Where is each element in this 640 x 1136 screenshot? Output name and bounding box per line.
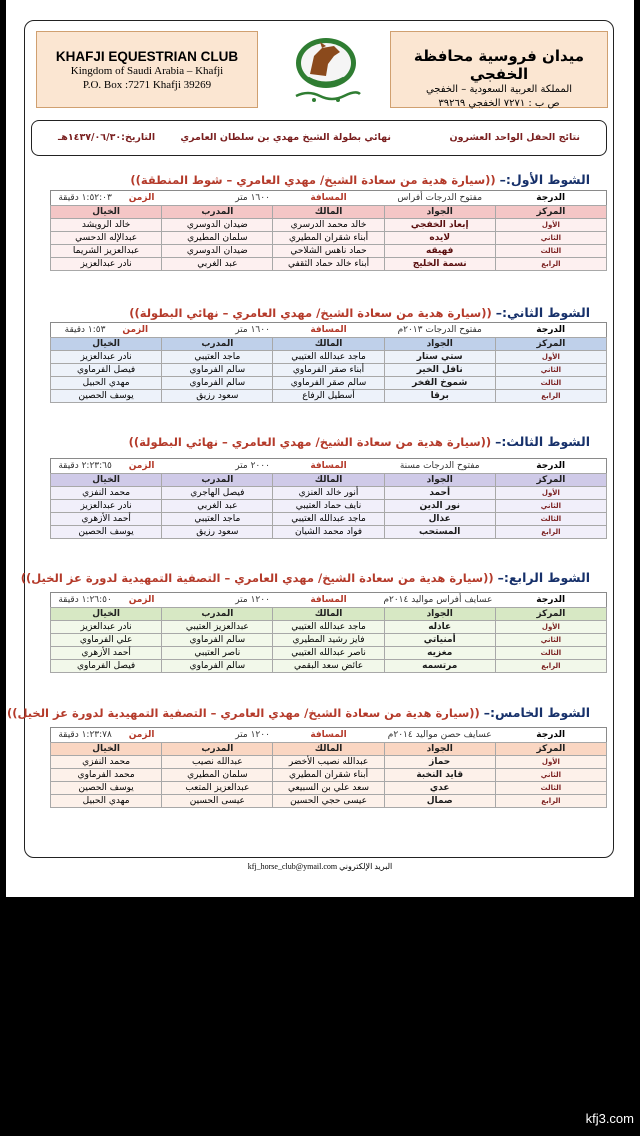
- cell-pos: الثالث: [495, 782, 606, 795]
- table-header-row: [51, 338, 607, 351]
- time-cell: [51, 323, 162, 338]
- cell-horse: صمال: [384, 795, 495, 808]
- cell-horse: نور الدين: [384, 500, 495, 513]
- cell-jockey: علي الفرماوي: [51, 634, 162, 647]
- table-row: [51, 621, 607, 634]
- event-title: نتائج الحفل الواحد العشرون: [449, 132, 580, 143]
- cell-horse: عدي: [384, 782, 495, 795]
- cell-owner: نايف حماد العتيبي: [273, 500, 384, 513]
- column-header-pos: المركز: [495, 338, 606, 351]
- time-label: الزمن: [128, 595, 155, 605]
- cell-jockey: يوسف الحصين: [51, 390, 162, 403]
- cell-owner: فايز رشيد المطيري: [273, 634, 384, 647]
- cell-pos: الأول: [495, 487, 606, 500]
- table-row: [51, 782, 607, 795]
- cell-trainer: ماجد العتيبي: [162, 513, 273, 526]
- cell-owner: عائض سعد البقمي: [273, 660, 384, 673]
- table-row: [51, 756, 607, 769]
- header-english: [36, 31, 258, 108]
- cell-owner: ناصر عبدالله العتيبي: [273, 647, 384, 660]
- cell-horse: المستحب: [384, 526, 495, 539]
- table-row: [51, 634, 607, 647]
- cell-jockey: أحمد الأزهري: [51, 647, 162, 660]
- cell-pos: الأول: [495, 621, 606, 634]
- column-header-trainer: المدرب: [162, 474, 273, 487]
- cell-pos: الثاني: [495, 364, 606, 377]
- cell-owner: أبناء شقران المطيري: [273, 232, 384, 245]
- cell-owner: ماجد عبدالله العتيبي: [273, 621, 384, 634]
- table-row: [51, 647, 607, 660]
- cell-pos: الثالث: [495, 647, 606, 660]
- time-label: الزمن: [122, 325, 149, 335]
- column-header-horse: الجواد: [384, 338, 495, 351]
- cell-jockey: يوسف الحصين: [51, 526, 162, 539]
- table-row: [51, 219, 607, 232]
- cell-jockey: فيصل الفرماوي: [51, 364, 162, 377]
- site-watermark: kfj3.com: [585, 1111, 634, 1126]
- column-header-horse: الجواد: [384, 743, 495, 756]
- column-header-horse: الجواد: [384, 206, 495, 219]
- table-row: [51, 390, 607, 403]
- column-header-pos: المركز: [495, 206, 606, 219]
- cell-horse: مغزيه: [384, 647, 495, 660]
- race-meta-row: [51, 323, 607, 338]
- cell-owner: أبناء خالد حماد الثقفي: [273, 258, 384, 271]
- cell-trainer: عبد الغربي: [162, 500, 273, 513]
- cell-jockey: مهدي الحبيل: [51, 377, 162, 390]
- cell-trainer: عيسى الحسين: [162, 795, 273, 808]
- race-title: ((سيارة هدية من سعادة الشيخ/ مهدي العامري – التصفية التمهيدية لدورة عز الخيل)): [20, 571, 494, 585]
- race-2-results-table: [50, 322, 607, 403]
- event-date: التاريخ:١٤٣٧/٠٦/٣٠هـ: [58, 132, 156, 143]
- cell-jockey: خالد الرويشد: [51, 219, 162, 232]
- table-row: [51, 660, 607, 673]
- cell-owner: فواد محمد الشيان: [273, 526, 384, 539]
- race-3-heading: [129, 434, 590, 449]
- cell-owner: أبناء صقر الفرماوي: [273, 364, 384, 377]
- club-name-en: KHAFJI EQUESTRIAN CLUB: [55, 49, 239, 64]
- race-number: الشوط الخامس:–: [483, 705, 590, 720]
- grade-label: الدرجة: [495, 459, 606, 474]
- cell-pos: الأول: [495, 756, 606, 769]
- distance-value: ١٢٠٠ متر: [162, 593, 273, 608]
- table-row: [51, 232, 607, 245]
- grade-value: مفتوح الدرجات أفراس: [384, 191, 495, 206]
- time-cell: [51, 593, 162, 608]
- results-sheet: [6, 0, 634, 897]
- table-header-row: [51, 206, 607, 219]
- column-header-jockey: الخيال: [51, 474, 162, 487]
- column-header-trainer: المدرب: [162, 608, 273, 621]
- cell-jockey: أحمد الأزهري: [51, 513, 162, 526]
- cell-horse: ستي ستار: [384, 351, 495, 364]
- cell-jockey: مهدي الحبيل: [51, 795, 162, 808]
- championship-title: نهائي بطولة الشيخ مهدي بن سلطان العامري: [180, 132, 391, 143]
- address-line-en-2: P.O. Box :7271 Khafji 39269: [82, 79, 212, 91]
- table-row: [51, 500, 607, 513]
- cell-pos: الرابع: [495, 795, 606, 808]
- distance-value: ٢٠٠٠ متر: [162, 459, 273, 474]
- cell-jockey: محمد النفزي: [51, 756, 162, 769]
- race-5-heading: [7, 705, 590, 720]
- cell-pos: الرابع: [495, 390, 606, 403]
- cell-trainer: ماجد العتيبي: [162, 351, 273, 364]
- cell-jockey: عبدالإله الدحسي: [51, 232, 162, 245]
- cell-jockey: فيصل الفرماوي: [51, 660, 162, 673]
- distance-label: المسافة: [273, 191, 384, 206]
- distance-label: المسافة: [273, 323, 384, 338]
- cell-jockey: محمد النفزي: [51, 487, 162, 500]
- column-header-jockey: الخيال: [51, 206, 162, 219]
- race-3-results-table: [50, 458, 607, 539]
- time-value: ١:٢٣:٧٨ دقيقة: [58, 730, 112, 740]
- cell-horse: إبعاد الخفجي: [384, 219, 495, 232]
- results-title-bar: [31, 120, 607, 156]
- race-meta-row: [51, 459, 607, 474]
- table-row: [51, 487, 607, 500]
- cell-pos: الأول: [495, 351, 606, 364]
- table-row: [51, 258, 607, 271]
- time-value: ١:٥٣ دقيقة: [64, 325, 106, 335]
- table-header-row: [51, 608, 607, 621]
- time-cell: [51, 191, 162, 206]
- cell-owner: أسطيل الرفاع: [273, 390, 384, 403]
- cell-pos: الثالث: [495, 245, 606, 258]
- cell-jockey: يوسف الحصين: [51, 782, 162, 795]
- race-meta-row: [51, 728, 607, 743]
- cell-jockey: نادر عبدالعزيز: [51, 621, 162, 634]
- table-row: [51, 795, 607, 808]
- cell-horse: أمنياتي: [384, 634, 495, 647]
- address-line-ar-1: المملكة العربية السعودية – الخفجي: [425, 84, 573, 95]
- distance-value: ١٦٠٠ متر: [162, 323, 273, 338]
- race-meta-row: [51, 593, 607, 608]
- race-number: الشوط الرابع:–: [497, 570, 590, 585]
- column-header-owner: المالك: [273, 608, 384, 621]
- club-name-ar: ميدان فروسية محافظة الخفجي: [413, 47, 585, 83]
- cell-owner: أنور خالد العنزي: [273, 487, 384, 500]
- column-header-trainer: المدرب: [162, 206, 273, 219]
- race-5-results-table: [50, 727, 607, 808]
- distance-value: ١٦٠٠ متر: [162, 191, 273, 206]
- race-title: ((سيارة هدية من سعادة الشيخ/ مهدي العامري – نهائي البطولة)): [128, 435, 492, 449]
- cell-pos: الأول: [495, 219, 606, 232]
- race-title: ((سيارة هدية من سعادة الشيخ/ مهدي العامري – نهائي البطولة)): [129, 306, 492, 320]
- cell-horse: عاذله: [384, 621, 495, 634]
- cell-horse: برقا: [384, 390, 495, 403]
- table-row: [51, 351, 607, 364]
- cell-owner: خالد محمد الدرسري: [273, 219, 384, 232]
- grade-value: مفتوح الدرجات مسنة: [384, 459, 495, 474]
- cell-horse: قايد النخبة: [384, 769, 495, 782]
- cell-pos: الرابع: [495, 526, 606, 539]
- cell-owner: أبناء شقران المطيري: [273, 769, 384, 782]
- cell-owner: عبدالله نصيب الأخضر: [273, 756, 384, 769]
- column-header-jockey: الخيال: [51, 743, 162, 756]
- cell-pos: الرابع: [495, 660, 606, 673]
- cell-trainer: ناصر العتيبي: [162, 647, 273, 660]
- time-cell: [51, 728, 162, 743]
- cell-jockey: محمد الفرماوي: [51, 769, 162, 782]
- race-meta-row: [51, 191, 607, 206]
- header-arabic: [390, 31, 608, 108]
- cell-trainer: سلمان المطيري: [162, 769, 273, 782]
- cell-trainer: فيصل الهاجري: [162, 487, 273, 500]
- address-line-ar-2: ص ب : ٧٢٧١ الخفجي ٣٩٢٦٩: [438, 98, 560, 109]
- cell-pos: الثاني: [495, 232, 606, 245]
- cell-jockey: نادر عبدالعزيز: [51, 258, 162, 271]
- distance-label: المسافة: [273, 459, 384, 474]
- table-row: [51, 364, 607, 377]
- column-header-jockey: الخيال: [51, 338, 162, 351]
- race-2-heading: [129, 305, 590, 320]
- cell-trainer: عبدالعزيز العتيبي: [162, 621, 273, 634]
- race-number: الشوط الأول:–: [499, 172, 590, 187]
- table-row: [51, 526, 607, 539]
- cell-horse: نسمة الخليج: [384, 258, 495, 271]
- cell-horse: حماز: [384, 756, 495, 769]
- time-label: الزمن: [128, 461, 155, 471]
- cell-trainer: سعود رزيق: [162, 390, 273, 403]
- address-line-en-1: Kingdom of Saudi Arabia – Khafji: [70, 65, 224, 77]
- grade-value: عسايف أفراس مواليد ٢٠١٤م: [384, 593, 495, 608]
- cell-owner: ماجد عبدالله العتيبي: [273, 513, 384, 526]
- footer-email: [6, 862, 634, 871]
- cell-owner: حماد ناهس الشلاحي: [273, 245, 384, 258]
- cell-owner: عيسى حجي الحسين: [273, 795, 384, 808]
- column-header-owner: المالك: [273, 338, 384, 351]
- race-title: ((سيارة هدية من سعادة الشيخ/ مهدي العامري – التصفية التمهيدية لدورة عز الخيل)): [6, 706, 480, 720]
- cell-jockey: نادر عبدالعزيز: [51, 351, 162, 364]
- cell-horse: لايده: [384, 232, 495, 245]
- time-label: الزمن: [128, 193, 155, 203]
- cell-pos: الثالث: [495, 513, 606, 526]
- grade-value: مفتوح الدرجات ٢٠١٣م: [384, 323, 495, 338]
- column-header-trainer: المدرب: [162, 338, 273, 351]
- cell-owner: سالم صقر الفرماوي: [273, 377, 384, 390]
- cell-horse: فهيقه: [384, 245, 495, 258]
- race-1-results-table: [50, 190, 607, 271]
- table-row: [51, 377, 607, 390]
- cell-trainer: ضيدان الدوسري: [162, 219, 273, 232]
- cell-trainer: سلمان المطيري: [162, 232, 273, 245]
- column-header-jockey: الخيال: [51, 608, 162, 621]
- cell-owner: سعد علي بن السبيعي: [273, 782, 384, 795]
- time-value: ١:٢٦:٥٠ دقيقة: [58, 595, 112, 605]
- cell-trainer: عبد الغربي: [162, 258, 273, 271]
- race-number: الشوط الثاني:–: [495, 305, 590, 320]
- cell-trainer: ضيدان الدوسري: [162, 245, 273, 258]
- table-header-row: [51, 743, 607, 756]
- table-row: [51, 769, 607, 782]
- column-header-horse: الجواد: [384, 474, 495, 487]
- cell-jockey: عبدالعزيز الشريما: [51, 245, 162, 258]
- cell-pos: الثالث: [495, 377, 606, 390]
- time-cell: [51, 459, 162, 474]
- grade-label: الدرجة: [495, 323, 606, 338]
- column-header-pos: المركز: [495, 474, 606, 487]
- column-header-trainer: المدرب: [162, 743, 273, 756]
- cell-horse: شموخ الفخر: [384, 377, 495, 390]
- cell-trainer: سالم الفرماوي: [162, 364, 273, 377]
- time-value: ٢:٢٣:٦٥ دقيقة: [58, 461, 112, 471]
- table-row: [51, 513, 607, 526]
- email-label: البريد الإلكتروني: [339, 862, 393, 871]
- distance-value: ١٢٠٠ متر: [162, 728, 273, 743]
- distance-label: المسافة: [273, 728, 384, 743]
- cell-trainer: سالم الفرماوي: [162, 377, 273, 390]
- cell-pos: الثاني: [495, 634, 606, 647]
- cell-trainer: عبدالعزيز المتعب: [162, 782, 273, 795]
- cell-horse: عذال: [384, 513, 495, 526]
- cell-trainer: عبدالله نصيب: [162, 756, 273, 769]
- cell-pos: الرابع: [495, 258, 606, 271]
- race-4-results-table: [50, 592, 607, 673]
- cell-pos: الثاني: [495, 769, 606, 782]
- cell-trainer: سالم الفرماوي: [162, 660, 273, 673]
- column-header-horse: الجواد: [384, 608, 495, 621]
- race-4-heading: [21, 570, 590, 585]
- race-1-heading: [130, 172, 590, 187]
- grade-label: الدرجة: [495, 593, 606, 608]
- table-header-row: [51, 474, 607, 487]
- race-number: الشوط الثالث:–: [495, 434, 590, 449]
- cell-horse: مرتسمه: [384, 660, 495, 673]
- time-value: ١:٥٢:٠٣ دقيقة: [58, 193, 112, 203]
- club-logo: [268, 30, 384, 108]
- cell-trainer: سالم الفرماوي: [162, 634, 273, 647]
- cell-jockey: نادر عبدالعزيز: [51, 500, 162, 513]
- grade-label: الدرجة: [495, 191, 606, 206]
- cell-trainer: سعود رزيق: [162, 526, 273, 539]
- cell-owner: ماجد عبدالله العتيبي: [273, 351, 384, 364]
- column-header-owner: المالك: [273, 743, 384, 756]
- grade-label: الدرجة: [495, 728, 606, 743]
- cell-horse: أحمد: [384, 487, 495, 500]
- column-header-owner: المالك: [273, 474, 384, 487]
- email-address: kfj_horse_club@ymail.com: [247, 862, 338, 871]
- time-label: الزمن: [128, 730, 155, 740]
- cell-horse: نافل الخير: [384, 364, 495, 377]
- column-header-pos: المركز: [495, 743, 606, 756]
- distance-label: المسافة: [273, 593, 384, 608]
- grade-value: عسايف حصن مواليد ٢٠١٤م: [384, 728, 495, 743]
- table-row: [51, 245, 607, 258]
- cell-pos: الثاني: [495, 500, 606, 513]
- race-title: ((سيارة هدية من سعادة الشيخ/ مهدي العامري – شوط المنطقة)): [130, 173, 496, 187]
- column-header-owner: المالك: [273, 206, 384, 219]
- column-header-pos: المركز: [495, 608, 606, 621]
